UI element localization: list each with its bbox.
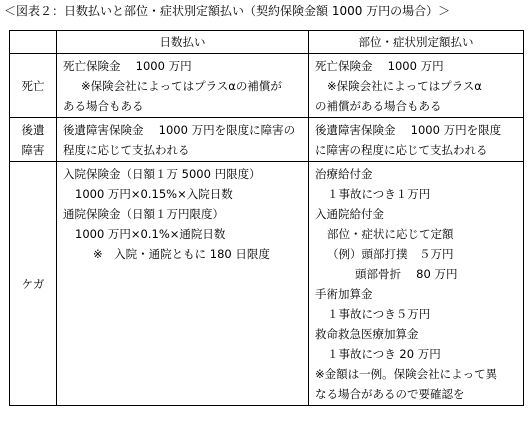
cell-injury-fixed (309, 162, 524, 406)
cell-disability-fixed (309, 118, 524, 162)
row-injury (10, 162, 524, 406)
cell-death-daily (57, 54, 309, 118)
text-line: 程度に応じて支払われる (63, 143, 190, 157)
row-label-disability (10, 118, 57, 162)
cell-disability-daily (57, 118, 309, 162)
row-disability (10, 118, 524, 162)
row-label-death: 死亡 (10, 54, 57, 118)
text-line: 死亡保険金 1000 万円 (63, 59, 192, 73)
text-line: の補償がある場合もある (315, 99, 442, 113)
text-line: 入通院給付金 (315, 207, 384, 221)
header-corner (10, 31, 57, 54)
text-line: ※保険会社によってはプラスα (327, 79, 482, 93)
row-label-line: 後遺 (21, 122, 45, 137)
text-line: ※ 入院・通院ともに 180 日限度 (93, 247, 270, 261)
text-line: （例）頭部打撲 ５万円 (327, 247, 454, 261)
header-fixed-payment: 部位・症状別定額払い (309, 31, 524, 54)
text-line: ※金額は一例。保険会社によって異 (315, 367, 498, 381)
row-label-line: 障害 (21, 142, 45, 157)
cell-death-fixed (309, 54, 524, 118)
header-daily-payment: 日数払い (57, 31, 309, 54)
comparison-table (9, 30, 524, 406)
text-line: ある場合もある (63, 99, 144, 113)
text-line: 後遺障害保険金 1000 万円を限度に障害の (63, 123, 296, 137)
text-line: 1000 万円×0.15%×入院日数 (75, 187, 233, 201)
text-line: 1000 万円×0.1%×通院日数 (75, 227, 226, 241)
text-line: １事故につき５万円 (327, 307, 431, 321)
text-line: １事故につき１万円 (327, 187, 431, 201)
text-line: 治療給付金 (315, 167, 373, 181)
header-row (10, 31, 524, 54)
text-line: 部位・症状に応じて定額 (327, 227, 454, 241)
text-line: 手術加算金 (315, 287, 373, 301)
text-line: なる場合があるので要確認を (315, 387, 465, 401)
text-line: 入院保険金（日額１万 5000 円限度） (63, 167, 261, 181)
figure-caption: ＜図表２：日数払いと部位・症状別定額払い（契約保険金額 1000 万円の場合）＞ (4, 4, 451, 18)
row-death (10, 54, 524, 118)
text-line: 救命救急医療加算金 (315, 327, 419, 341)
text-line: 通院保険金（日額１万円限度） (63, 207, 224, 221)
text-line: ※保険会社によってはプラスαの補償が (81, 79, 282, 93)
text-line: に障害の程度に応じて支払われる (315, 143, 488, 157)
text-line: 後遺障害保険金 1000 万円を限度 (315, 123, 502, 137)
text-line: １事故につき 20 万円 (327, 347, 441, 361)
text-line: 死亡保険金 1000 万円 (315, 59, 444, 73)
cell-injury-daily (57, 162, 309, 406)
text-line: 頭部骨折 80 万円 (355, 267, 458, 281)
row-label-injury: ケガ (10, 162, 57, 406)
